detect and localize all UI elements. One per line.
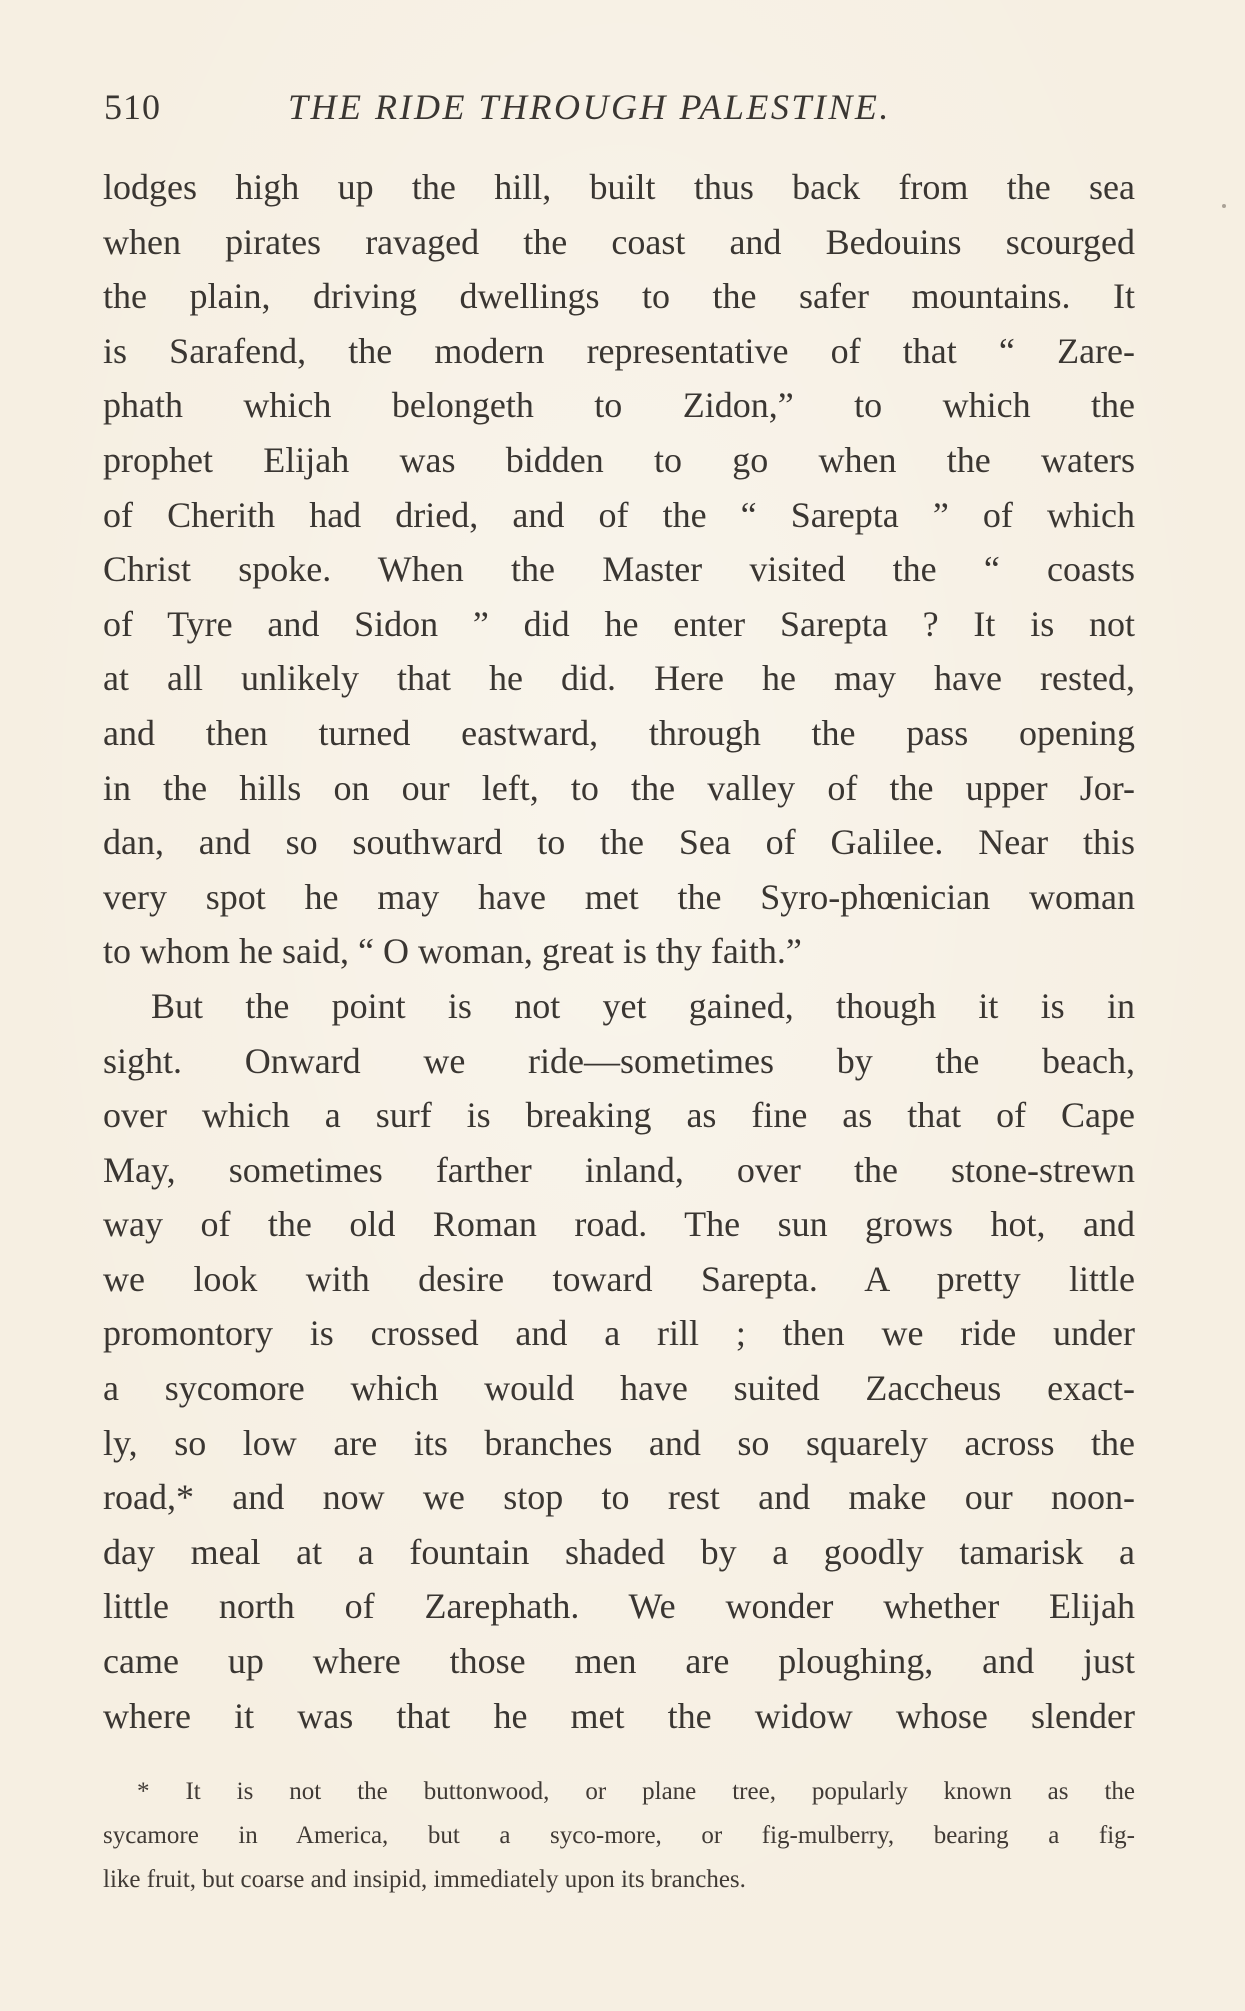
text-line: ly, so low are its branches and so squarely across the: [103, 1422, 1135, 1463]
text-line: Christ spoke. When the Master visited the “ coasts: [103, 549, 1135, 590]
text-line: and then turned eastward, through the pass opening: [103, 712, 1135, 753]
text-line: we look with desire toward Sarepta. A pretty little: [103, 1258, 1135, 1299]
text-line: where it was that he met the widow whose slender: [103, 1695, 1135, 1736]
paper-speck: [1222, 204, 1226, 208]
text-line: way of the old Roman road. The sun grows hot, and: [103, 1204, 1135, 1245]
text-line: when pirates ravaged the coast and Bedouins scourged: [103, 221, 1135, 262]
text-line: the plain, driving dwellings to the safer mountains. It: [103, 276, 1135, 317]
text-line: over which a surf is breaking as fine as that of Cape: [103, 1095, 1135, 1136]
text-line: at all unlikely that he did. Here he may have rested,: [103, 658, 1135, 699]
footnote-line: like fruit, but coarse and insipid, immediately upon its branches.: [103, 1866, 746, 1893]
text-line: sight. Onward we ride—sometimes by the beach,: [103, 1040, 1135, 1081]
text-line: a sycomore which would have suited Zaccheus exact-: [103, 1368, 1135, 1409]
text-line: in the hills on our left, to the valley of the upper Jor-: [103, 767, 1135, 808]
text-line: promontory is crossed and a rill ; then we ride under: [103, 1313, 1135, 1354]
footnote: [103, 1770, 1135, 1902]
text-line: little north of Zarephath. We wonder whether Elijah: [103, 1586, 1135, 1627]
paragraph-first-line: But the point is not yet gained, though it is in: [151, 985, 1135, 1026]
text-line: to whom he said, “ O woman, great is thy faith.”: [103, 931, 802, 972]
text-line: lodges high up the hill, built thus back from the sea: [103, 167, 1135, 207]
text-line: day meal at a fountain shaded by a goodly tamarisk a: [103, 1531, 1135, 1572]
body-text: [103, 160, 1135, 1743]
running-title: THE RIDE THROUGH PALESTINE.: [288, 87, 891, 127]
running-head: [104, 82, 1144, 132]
footnote-line: sycamore in America, but a syco-more, or fig-mulberry, bearing a fig-: [103, 1822, 1135, 1849]
text-line: came up where those men are ploughing, and just: [103, 1641, 1135, 1682]
text-line: road,* and now we stop to rest and make our noon-: [103, 1477, 1135, 1518]
text-line: of Cherith had dried, and of the “ Sarepta ” of which: [103, 494, 1135, 535]
text-line: of Tyre and Sidon ” did he enter Sarepta ? It is not: [103, 603, 1135, 644]
text-line: is Sarafend, the modern representative of that “ Zare-: [103, 330, 1135, 371]
text-line: May, sometimes farther inland, over the stone-strewn: [103, 1149, 1135, 1190]
text-line: dan, and so southward to the Sea of Galilee. Near this: [103, 822, 1135, 863]
page-number: 510: [104, 87, 161, 127]
text-line: phath which belongeth to Zidon,” to which the: [103, 385, 1135, 426]
footnote-line: * It is not the buttonwood, or plane tree, popularly known as the: [137, 1778, 1135, 1805]
text-line: prophet Elijah was bidden to go when the waters: [103, 439, 1135, 480]
text-line: very spot he may have met the Syro-phœnician woman: [103, 876, 1135, 917]
